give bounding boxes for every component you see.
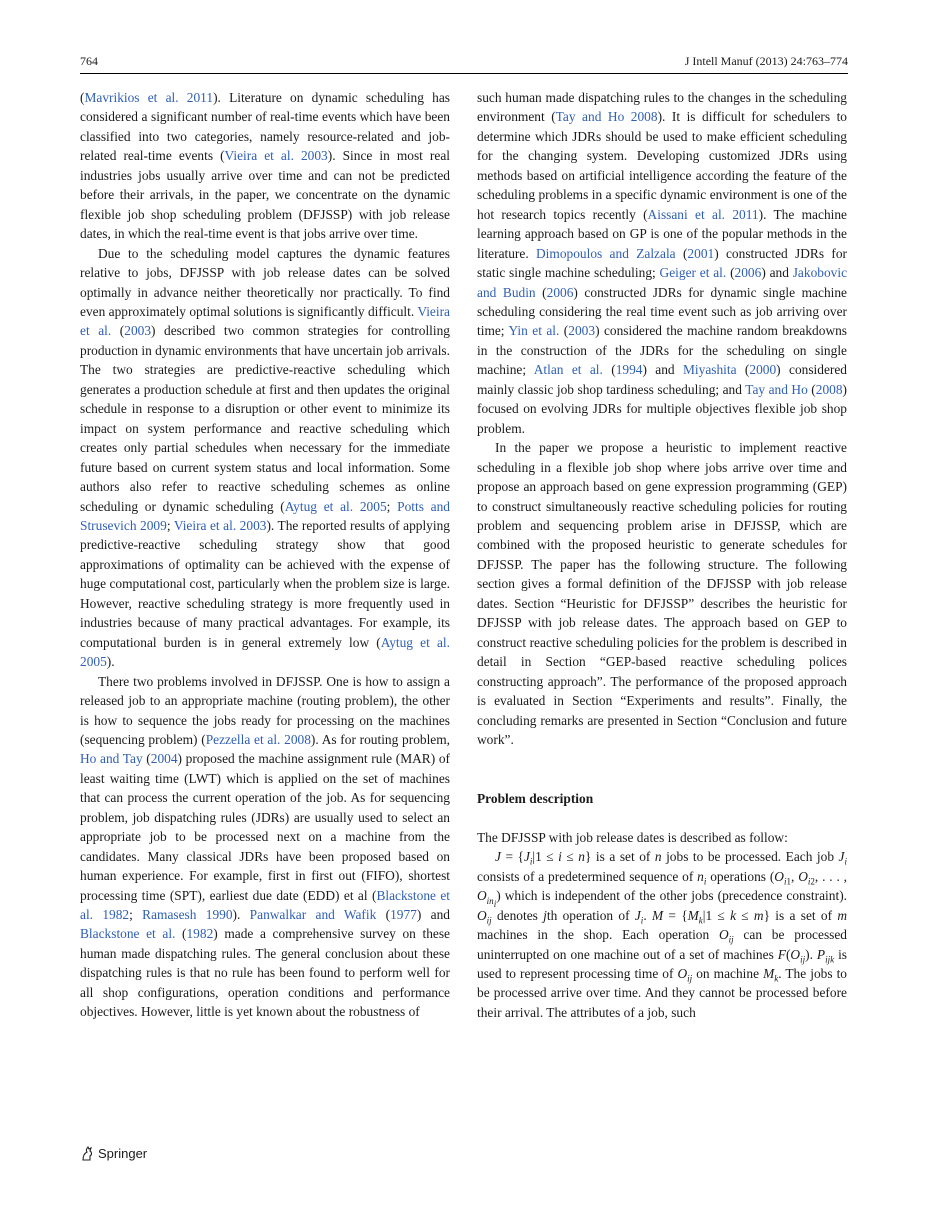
- citation-link[interactable]: Vieira et al.: [80, 303, 450, 339]
- citation-link[interactable]: Aytug et al. 2005: [284, 498, 387, 514]
- citation-link[interactable]: 1977: [390, 907, 417, 923]
- paragraph-text: (: [80, 90, 85, 105]
- paragraph-text: ).: [106, 654, 115, 670]
- paragraph-text: (: [175, 926, 187, 942]
- citation-link[interactable]: 2004: [150, 751, 178, 767]
- paragraph-text: ) constructed JDRs for dynamic single machine scheduling considering the real time event such as job arriving over time;: [477, 284, 847, 339]
- paragraph-text: ;: [129, 907, 143, 923]
- citation-link[interactable]: 2008: [815, 381, 843, 397]
- journal-citation: J Intell Manuf (2013) 24:763–774: [684, 54, 848, 68]
- citation-link[interactable]: Ho and Tay: [80, 751, 143, 767]
- footer: [80, 1146, 147, 1161]
- paragraph-text: (: [675, 245, 688, 261]
- paragraph-text: ) considered mainly classic job shop tardiness scheduling; and: [477, 362, 847, 397]
- section-heading: Problem description: [477, 791, 594, 807]
- right-column: [477, 88, 847, 1022]
- problem-definition-paragraph: $J = \{J_i|1 \le i \le n\}$ is a set of n jobs to be processed. Each job $J_i$ consists of a predetermined sequence of $n_i$ operations ($O_{i1}$, $O_{i2}$, . . . , $O_{in_i}$) which is independent of the other jobs (precedence constraint). $O_{ij}$ denotes jth operation of $J_i$. $M = \{M_k|1 \le k \le m\}$ is a set of m machines in the shop. Each operation $O_{ij}$ can be processed uninterrupted on one machine out of a set of machines $F(O_{ij})$. $P_{ijk}$ is used to represent processing time of $O_{ij}$ on machine $M_k$. The jobs to be processed arrive over time. And they cannot be processed before their arrival. The attributes of a job, such: [477, 849, 847, 1020]
- citation-link[interactable]: Aissani et al. 2011: [647, 206, 759, 222]
- citation-link[interactable]: Vieira et al. 2003: [224, 148, 328, 164]
- paragraph-text: ;: [386, 498, 398, 514]
- paragraph-text: (: [111, 323, 125, 339]
- paragraph-text: ) proposed the machine assignment rule (MAR) of least waiting time (LWT) which is applied on the set of machines that can process the current operation of the job. As for sequencing problem, job dispatching rules (JDRs) are usually used to select an appropriate job to be processed next on a machine from the candidates. Many classical JDRs have been proposed based on human experience. For example, first in first out (FIFO), shortest processing time (SPT), earliest due date (EDD) et al (: [80, 751, 450, 903]
- citation-link[interactable]: 2003: [568, 323, 596, 339]
- paragraph: [477, 88, 847, 438]
- citation-link[interactable]: Aytug et al. 2005: [80, 634, 450, 670]
- citation-link[interactable]: 1994: [615, 362, 643, 378]
- springer-horse-icon: [80, 1146, 94, 1161]
- citation-link[interactable]: Blackstone et al.: [80, 926, 176, 942]
- paragraph-text: (: [736, 362, 750, 378]
- paragraph-text: (: [602, 362, 616, 378]
- paragraph: [477, 438, 847, 749]
- paragraph-text: (: [559, 323, 569, 339]
- citation-link[interactable]: Potts and Strusevich 2009: [80, 498, 450, 533]
- paragraph-text: ) and: [416, 907, 450, 923]
- publisher-name: Springer: [98, 1146, 148, 1161]
- paragraph: [80, 244, 450, 672]
- paragraph-text: ) considered the machine random breakdowns in the construction of the JDRs for the scheduling on single machine;: [477, 323, 848, 378]
- citation-link[interactable]: 2006: [546, 284, 574, 300]
- citation-link[interactable]: Mavrikios et al. 2011: [84, 90, 214, 105]
- paragraph-text: ). The reported results of applying predictive-reactive scheduling strategy show that good approximations of optimality can be achieved with the expense of huge computational cost, particularly when the problem size is large. However, reactive scheduling strategy is more frequently used in industries because of many practical advantages. For example, its computational burden is in general extremely low (: [80, 517, 450, 650]
- citation-link[interactable]: Dimopoulos and Zalzala: [536, 245, 676, 261]
- paragraph-text: In the paper we propose a heuristic to implement reactive scheduling in a flexible job shop where jobs arrive over time and propose an approach based on gene expression programming (GEP) to construct simultaneously reactive scheduling policies for routing problem and sequencing problem arise in DFJSSP, which are combined with the proposed heuristic to generate schedules for DFJSSP. The paper has the following structure. The following section gives a formal definition of the DFJSSP with job release dates. Section “Heuristic for DFJSSP” describes the heuristic for DFJSSP with job release dates. The approach based on GEP to construct reactive scheduling policies for the problem is described in detail in Section “GEP-based reactive scheduling polices constructing approach”. The performance of the proposed approach is evaluated in Section “Experiments and results”. Finally, the concluding remarks are presented in Section “Conclusion and future work”.: [477, 440, 847, 747]
- right-column-body: [477, 88, 847, 749]
- page-number: 764: [80, 54, 98, 68]
- citation-link[interactable]: 2000: [749, 362, 777, 378]
- citation-link[interactable]: Jakobovic and Budin: [477, 265, 848, 300]
- citation-link[interactable]: Miyashita: [683, 362, 737, 378]
- citation-link[interactable]: 2001: [687, 245, 715, 261]
- paragraph-text: ) and: [642, 362, 683, 378]
- paragraph-text: ) described two common strategies for controlling production in dynamic environments that have uncertain job arrivals. The two strategies are predictive-reactive scheduling which generates a production schedule at first and then updates the original schedule in response to a disruption or other event to minimize its impact on system performance and reactive scheduling which creates only partial schedules when necessary for the immediate future based on current system status and local information. Some authors also refer to reactive scheduling schemes as online scheduling or dynamic scheduling (: [80, 323, 450, 514]
- paragraph-text: ) constructed JDRs for static single machine scheduling;: [477, 245, 848, 281]
- paragraph-text: ) focused on evolving JDRs for multiple objectives flexible job shop problem.: [477, 381, 847, 436]
- citation-link[interactable]: Ramasesh 1990: [142, 907, 233, 923]
- citation-link[interactable]: Pezzella et al. 2008: [205, 731, 311, 747]
- paragraph-text: (: [535, 284, 547, 300]
- citation-link[interactable]: Blackstone et al. 1982: [80, 887, 451, 923]
- paragraph-text: ). As for routing problem,: [310, 731, 451, 747]
- paragraph-text: (: [142, 751, 151, 767]
- paragraph: [80, 88, 450, 244]
- paragraph-text: ).: [232, 907, 250, 923]
- paragraph-text: (: [807, 381, 816, 397]
- paragraph-text: (: [726, 265, 735, 281]
- paragraph-text: ). It is difficult for schedulers to determine which JDRs should be used to make efficient scheduling for the changing system. Developing customized JDRs using methods based on artificial intelligence according the feature of the scheduling problems in a specific dynamic environment is one of the hot research topics recently (: [477, 109, 847, 222]
- paragraph-text: ) and: [761, 265, 793, 281]
- paragraph-text: ). Since in most real industries jobs usually arrive over time and can not be predicted before their arrivals, in the paper, we concentrate on the dynamic flexible job shop scheduling problem (DFJSSP) with job release dates, in which the real-time event is that jobs arrive over time.: [80, 148, 450, 242]
- section-intro: The DFJSSP with job release dates is described as follow:: [477, 829, 788, 845]
- citation-link[interactable]: 1982: [186, 926, 214, 942]
- paragraph-text: ). The machine learning approach based on GP is one of the popular methods in the literature.: [477, 206, 847, 261]
- citation-link[interactable]: Tay and Ho 2008: [555, 109, 658, 125]
- paragraph-text: ;: [166, 517, 174, 533]
- citation-link[interactable]: 2003: [124, 323, 152, 339]
- citation-link[interactable]: Vieira et al. 2003: [173, 517, 267, 533]
- citation-link[interactable]: Atlan et al.: [533, 362, 603, 378]
- citation-link[interactable]: Yin et al.: [508, 323, 560, 339]
- paragraph-text: such human made dispatching rules to the changes in the scheduling environment (: [477, 90, 847, 125]
- paragraph-text: ) made a comprehensive survey on these human made dispatching rules. The general conclusion about these dispatching rules is that no rule has been found to perform well for all shop configurations, operation conditions and performance objectives. However, little is yet known about the robustness of: [80, 926, 450, 1020]
- paragraph-text: There two problems involved in DFJSSP. One is how to assign a released job to an appropriate machine (routing problem), the other is how to sequence the jobs ready for processing on the machines (sequencing problem) (: [80, 673, 450, 747]
- paragraph-text: (: [376, 907, 391, 923]
- paragraph-text: ). Literature on dynamic scheduling has considered a significant number of real-time events which have been classified into two categories, namely resource-related and job-related real-time events (: [80, 90, 450, 164]
- header-rule: [80, 73, 848, 74]
- paragraph: [80, 672, 450, 1022]
- citation-link[interactable]: Panwalkar and Wafik: [249, 907, 377, 923]
- citation-link[interactable]: Geiger et al.: [659, 265, 727, 281]
- left-column: [80, 88, 450, 1022]
- paragraph-text: Due to the scheduling model captures the dynamic features relative to jobs, DFJSSP with job release dates can be solved optimally in advance neither theoretically nor practically. To find even approximately optimal solutions is significantly difficult.: [80, 245, 450, 319]
- citation-link[interactable]: Tay and Ho: [745, 381, 808, 397]
- citation-link[interactable]: 2006: [734, 265, 762, 281]
